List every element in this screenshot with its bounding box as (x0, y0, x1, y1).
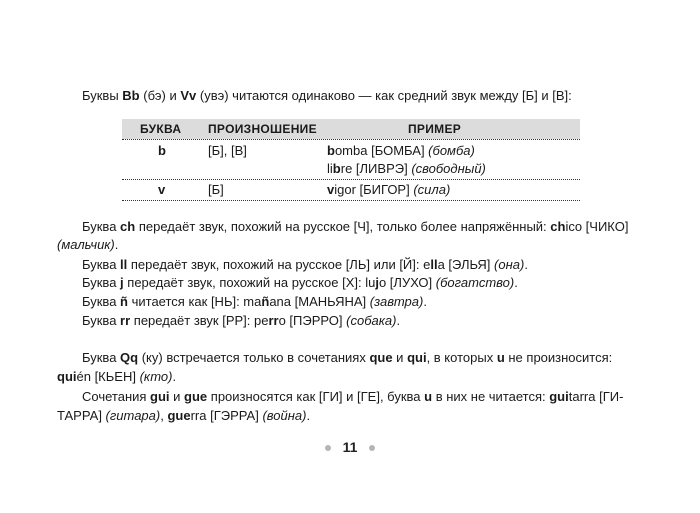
rr-paragraph: Буква rr передаёт звук [РР]: perro [ПЭРРО] (собака). (82, 313, 401, 328)
row-b-example-2: libre [ЛИВРЭ] (свободный) (327, 161, 486, 176)
ch-paragraph-line-1: Буква ch передаёт звук, похожий на русское [Ч], только более напряжённый: chico [ЧИКО] (82, 219, 629, 234)
intro-paragraph: Буквы Bb (бэ) и Vv (увэ) читаются одинаково — как средний звук между [Б] и [В]: (82, 88, 572, 103)
n-paragraph: Буква ñ читается как [НЬ]: mañana [МАНЬЯНА] (завтра). (82, 294, 427, 309)
table-divider (122, 179, 580, 180)
gui-paragraph-line-1: Сочетания gui и gue произносятся как [ГИ] и [ГЕ], буква u в них не читается: guitarra [ГИ- (82, 389, 624, 404)
header-pronunciation: ПРОИЗНОШЕНИЕ (208, 122, 317, 136)
qq-paragraph-line-1: Буква Qq (ку) встречается только в сочетаниях que и qui, в которых u не произносится: (82, 350, 613, 365)
gui-paragraph-line-2: ТАРРА] (гитара), guerra [ГЭРРА] (война). (57, 408, 311, 423)
table-bottom-line (122, 200, 580, 201)
ll-paragraph: Буква ll передаёт звук, похожий на русское [ЛЬ] или [Й]: ella [ЭЛЬЯ] (она). (82, 257, 528, 272)
dot-icon (369, 445, 375, 451)
page-number: 11 (342, 439, 358, 455)
dot-icon (325, 445, 331, 451)
table-divider (122, 139, 580, 140)
j-paragraph: Буква j передаёт звук, похожий на русское [Х]: lujo [ЛУХО] (богатство). (82, 275, 518, 290)
page-number-footer (0, 439, 700, 455)
header-example: ПРИМЕР (408, 122, 462, 136)
header-letter: БУКВА (140, 122, 182, 136)
ch-paragraph-line-2: (мальчик). (57, 237, 119, 252)
row-b-example-1: bomba [БОМБА] (бомба) (327, 143, 475, 158)
row-v-example-1: vigor [БИГОР] (сила) (327, 182, 451, 197)
row-v-letter: v (158, 182, 166, 197)
table-header (122, 119, 580, 139)
row-b-pronunciation: [Б], [В] (208, 143, 247, 158)
qq-paragraph-line-2: quién [КЬЕН] (кто). (57, 369, 177, 384)
row-b-letter: b (158, 143, 166, 158)
row-v-pronunciation: [Б] (208, 182, 224, 197)
